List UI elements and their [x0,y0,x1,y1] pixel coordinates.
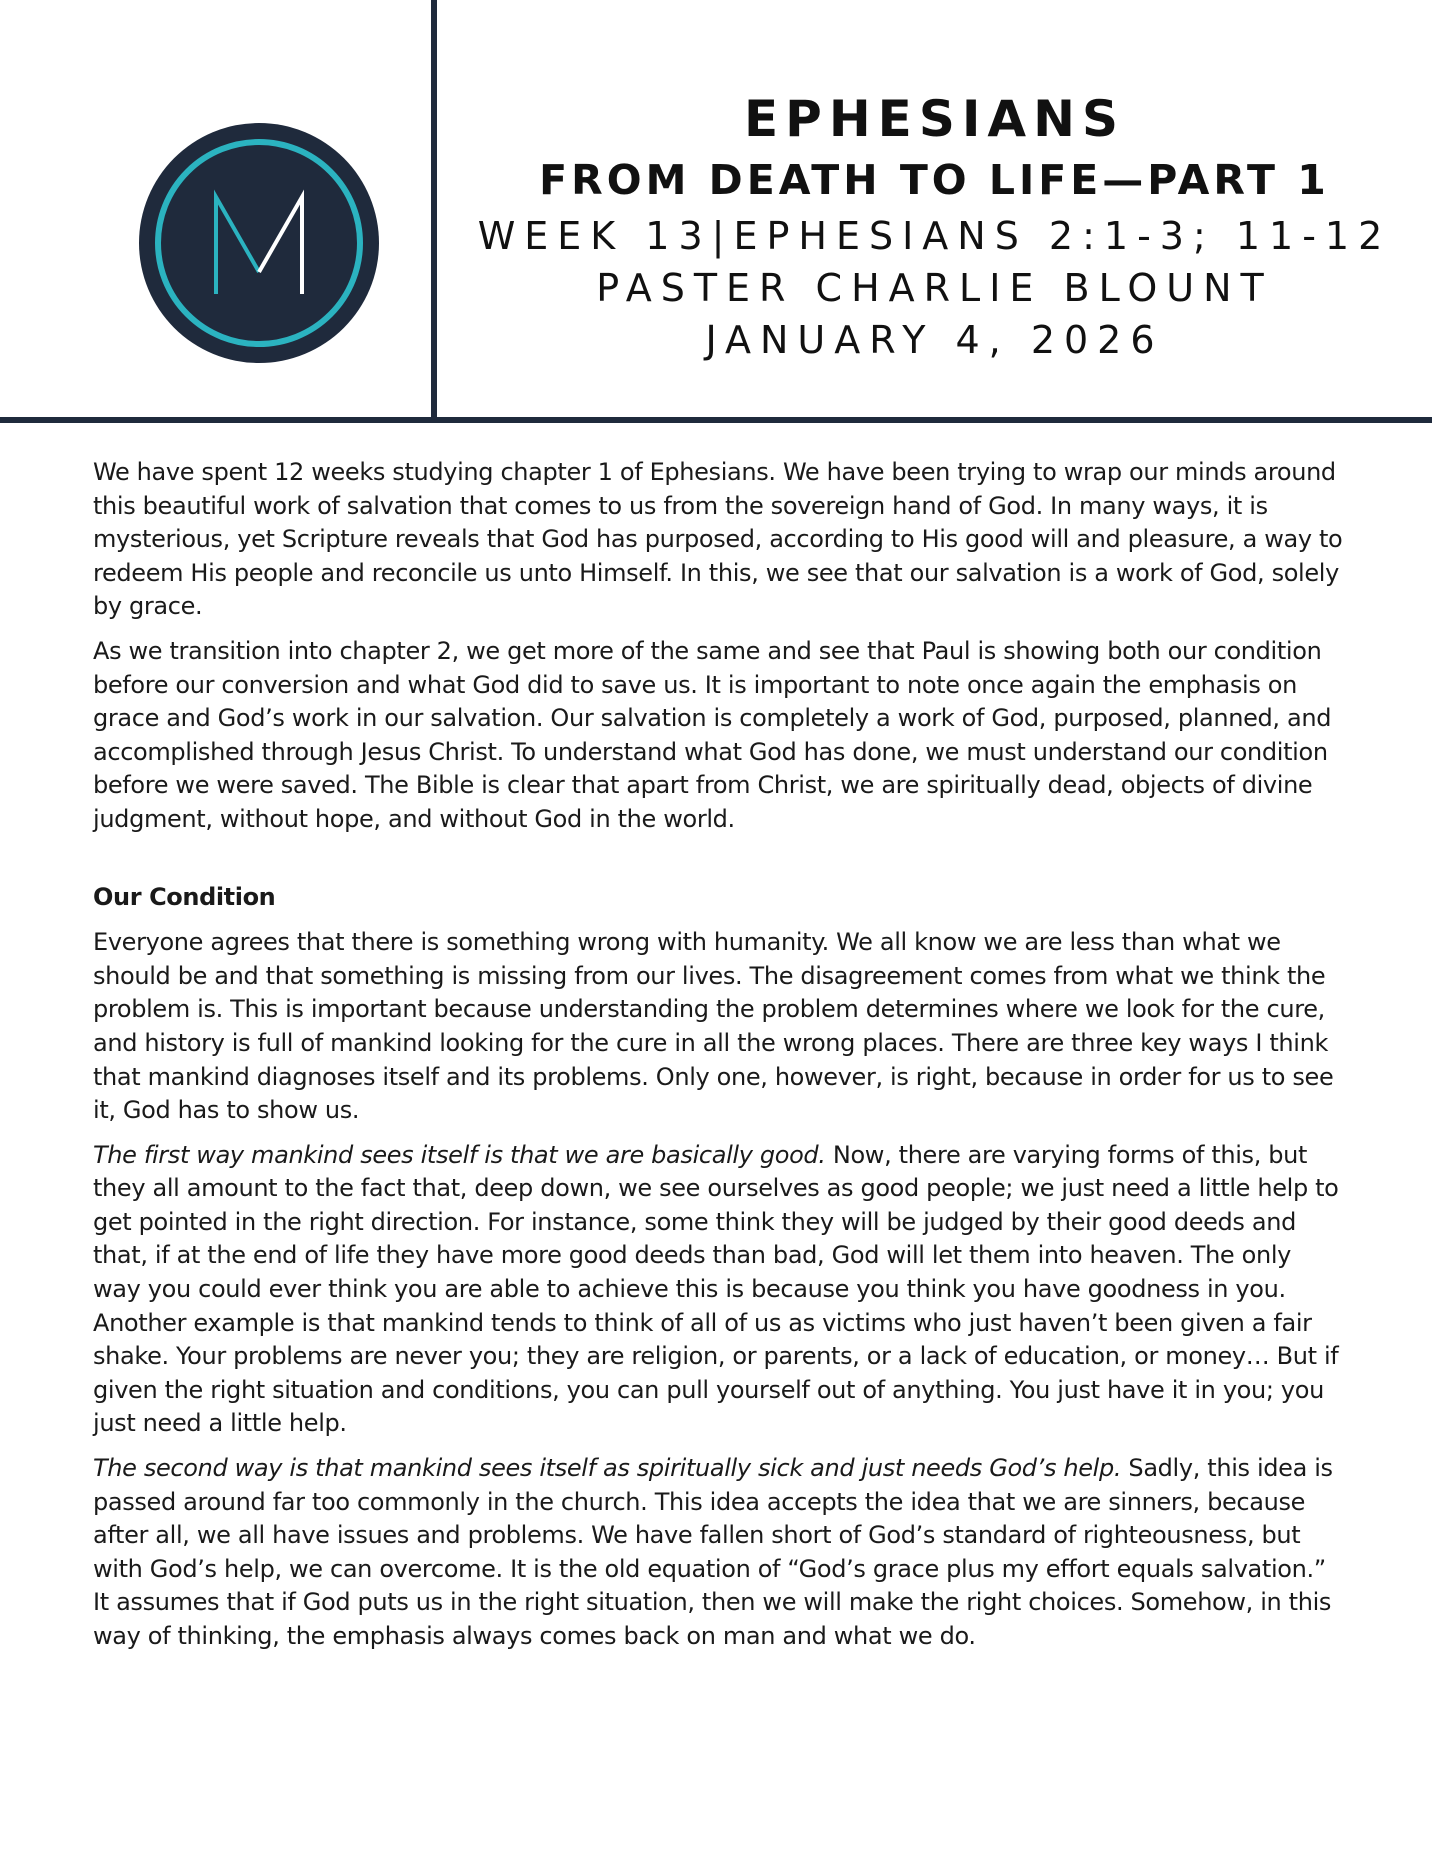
pastor-line: PASTER CHARLIE BLOUNT [596,266,1273,310]
condition-paragraph-1: Everyone agrees that there is something wrong with humanity. We all know we are less than what we should be and that something is missing from our lives. The disagreement comes from what we think the problem is. This is important because understanding the problem determines where we look for the cure, and history is full of mankind looking for the cure in all the wrong places. There are three key ways I think that mankind diagnoses itself and its problems. Only one, however, is right, because in order for us to see it, God has to show us. [93,928,1334,1125]
intro-paragraph-2: As we transition into chapter 2, we get more of the same and see that Paul is showing both our condition before our conversion and what God did to save us. It is important to note once again the emphasis on grace and God’s work in our salvation. Our salvation is completely a work of God, purposed, planned, and accomplished through Jesus Christ. To understand what God has done, we must understand our condition before we were saved. The Bible is clear that apart from Christ, we are spiritually dead, objects of divine judgment, without hope, and without God in the world. [93,636,1332,833]
date-line: JANUARY 4, 2026 [705,318,1164,362]
document-header [0,0,1432,423]
second-way-text: Sadly, this idea is passed around far too commonly in the church. This idea accepts the idea that we are sinners, because after all, we all have issues and problems. We have fallen short of God’s standard of righteousness, but with God’s help, we can overcome. It is the old equation of “God’s grace plus my effort equals salvation.” It assumes that if God puts us in the right situation, then we will make the right choices. Somehow, in this way of thinking, the emphasis always comes back on man and what we do. [93,1454,1333,1650]
first-way-lead: The first way mankind sees itself is that we are basically good. [93,1140,826,1169]
second-way-lead: The second way is that mankind sees itself as spiritually sick and just needs God’s help. [93,1454,1122,1483]
document-body [93,456,1343,1665]
m-monogram-logo-icon [138,122,380,364]
intro-paragraph-1: We have spent 12 weeks studying chapter 1 of Ephesians. We have been trying to wrap our minds around this beautiful work of salvation that comes to us from the sovereign hand of God. In many ways, it is mysterious, yet Scripture reveals that God has purposed, according to His good will and pleasure, a way to redeem His people and reconcile us unto Himself. In this, we see that our salvation is a work of God, solely by grace. [93,458,1343,621]
header-title-block [437,88,1432,366]
logo-circle [139,123,379,363]
second-way-paragraph [93,1452,1343,1654]
first-way-text: Now, there are varying forms of this, but they all amount to the fact that, deep down, we see ourselves as good people; we just need a little help to get pointed in the right direction. For instance, some think they will be judged by their good deeds and that, if at the end of life they have more good deeds than bad, God will let them into heaven. The only way you could ever think you are able to achieve this is because you think you have goodness in you. Another example is that mankind tends to think of all of us as victims who just haven’t been given a fair shake. Your problems are never you; they are religion, or parents, or a lack of education, or money… But if given the right situation and conditions, you can pull yourself out of anything. You just have it in you; you just need a little help. [93,1140,1339,1438]
series-title: EPHESIANS [744,90,1125,148]
sermon-title: FROM DEATH TO LIFE—PART 1 [539,156,1330,204]
section-heading-our-condition: Our Condition [93,882,276,911]
week-scripture-line: WEEK 13|EPHESIANS 2:1-3; 11-12 [477,214,1392,258]
first-way-paragraph [93,1139,1343,1441]
